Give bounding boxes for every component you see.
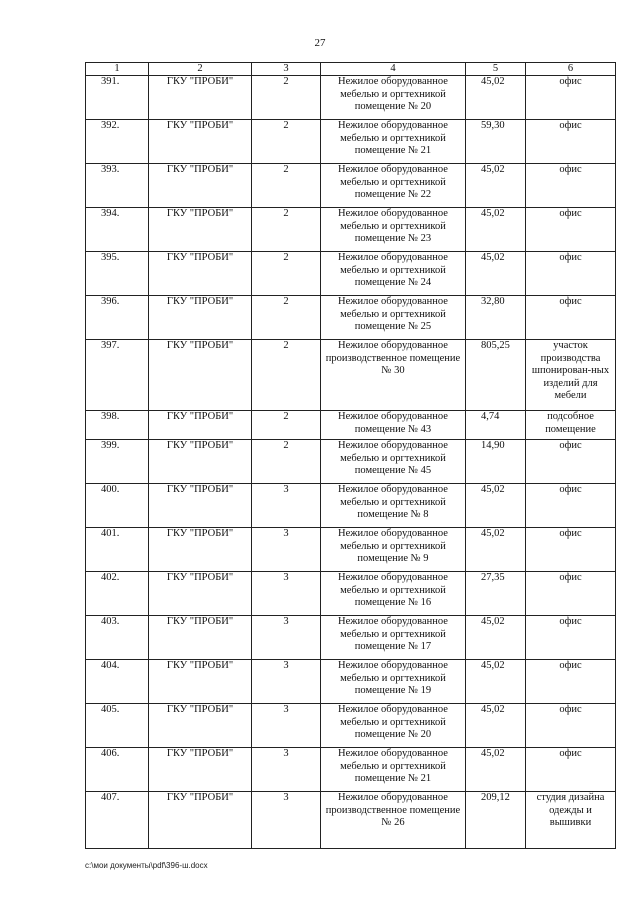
cell-premises-description: Нежилое оборудованное мебелью и оргтехникой помещение № 16 xyxy=(321,572,466,616)
cell-area: 45,02 xyxy=(466,208,526,252)
table-row xyxy=(86,440,616,484)
cell-floor: 3 xyxy=(252,792,321,849)
cell-premises-description: Нежилое оборудованное мебелью и оргтехникой помещение № 22 xyxy=(321,164,466,208)
cell-floor: 2 xyxy=(252,440,321,484)
cell-organization: ГКУ "ПРОБИ" xyxy=(149,164,252,208)
cell-organization: ГКУ "ПРОБИ" xyxy=(149,704,252,748)
cell-organization: ГКУ "ПРОБИ" xyxy=(149,411,252,440)
table-row xyxy=(86,572,616,616)
cell-floor: 2 xyxy=(252,164,321,208)
cell-area: 32,80 xyxy=(466,296,526,340)
table-row xyxy=(86,792,616,849)
table-row xyxy=(86,704,616,748)
cell-row-number: 406. xyxy=(86,748,149,792)
table-row xyxy=(86,76,616,120)
cell-usage: офис xyxy=(526,616,616,660)
table-row xyxy=(86,528,616,572)
cell-row-number: 404. xyxy=(86,660,149,704)
cell-floor: 3 xyxy=(252,572,321,616)
cell-floor: 3 xyxy=(252,704,321,748)
cell-organization: ГКУ "ПРОБИ" xyxy=(149,120,252,164)
cell-usage: студия дизайна одежды и вышивки xyxy=(526,792,616,849)
cell-floor: 2 xyxy=(252,340,321,411)
cell-usage: офис xyxy=(526,572,616,616)
cell-floor: 2 xyxy=(252,120,321,164)
cell-floor: 2 xyxy=(252,76,321,120)
cell-usage: офис xyxy=(526,120,616,164)
cell-usage: офис xyxy=(526,528,616,572)
cell-row-number: 405. xyxy=(86,704,149,748)
cell-organization: ГКУ "ПРОБИ" xyxy=(149,572,252,616)
cell-row-number: 403. xyxy=(86,616,149,660)
cell-premises-description: Нежилое оборудованное мебелью и оргтехникой помещение № 9 xyxy=(321,528,466,572)
cell-usage: участок производства шпонирован-ных изделий для мебели xyxy=(526,340,616,411)
cell-usage: офис xyxy=(526,704,616,748)
cell-area: 45,02 xyxy=(466,748,526,792)
cell-floor: 3 xyxy=(252,660,321,704)
cell-organization: ГКУ "ПРОБИ" xyxy=(149,252,252,296)
cell-floor: 3 xyxy=(252,748,321,792)
cell-organization: ГКУ "ПРОБИ" xyxy=(149,340,252,411)
cell-premises-description: Нежилое оборудованное мебелью и оргтехникой помещение № 8 xyxy=(321,484,466,528)
cell-organization: ГКУ "ПРОБИ" xyxy=(149,76,252,120)
table-row xyxy=(86,208,616,252)
cell-usage: офис xyxy=(526,252,616,296)
cell-row-number: 396. xyxy=(86,296,149,340)
table-row xyxy=(86,296,616,340)
cell-usage: офис xyxy=(526,76,616,120)
cell-floor: 3 xyxy=(252,616,321,660)
table-row xyxy=(86,120,616,164)
cell-premises-description: Нежилое оборудованное мебелью и оргтехникой помещение № 21 xyxy=(321,120,466,164)
cell-usage: офис xyxy=(526,296,616,340)
cell-premises-description: Нежилое оборудованное производственное помещение № 26 xyxy=(321,792,466,849)
cell-organization: ГКУ "ПРОБИ" xyxy=(149,484,252,528)
cell-premises-description: Нежилое оборудованное мебелью и оргтехникой помещение № 45 xyxy=(321,440,466,484)
cell-premises-description: Нежилое оборудованное мебелью и оргтехникой помещение № 20 xyxy=(321,76,466,120)
cell-organization: ГКУ "ПРОБИ" xyxy=(149,748,252,792)
cell-usage: офис xyxy=(526,484,616,528)
cell-organization: ГКУ "ПРОБИ" xyxy=(149,528,252,572)
cell-premises-description: Нежилое оборудованное мебелью и оргтехникой помещение № 21 xyxy=(321,748,466,792)
cell-usage: офис xyxy=(526,660,616,704)
table-row xyxy=(86,164,616,208)
cell-usage: офис xyxy=(526,748,616,792)
cell-area: 45,02 xyxy=(466,164,526,208)
cell-organization: ГКУ "ПРОБИ" xyxy=(149,792,252,849)
cell-row-number: 398. xyxy=(86,411,149,440)
column-header: 5 xyxy=(466,63,526,76)
cell-floor: 2 xyxy=(252,296,321,340)
cell-floor: 2 xyxy=(252,252,321,296)
table-row xyxy=(86,660,616,704)
cell-usage: офис xyxy=(526,208,616,252)
table-header-row xyxy=(86,63,616,76)
cell-area: 45,02 xyxy=(466,252,526,296)
cell-organization: ГКУ "ПРОБИ" xyxy=(149,660,252,704)
cell-row-number: 397. xyxy=(86,340,149,411)
cell-area: 45,02 xyxy=(466,76,526,120)
cell-premises-description: Нежилое оборудованное производственное помещение № 30 xyxy=(321,340,466,411)
cell-usage: офис xyxy=(526,164,616,208)
cell-premises-description: Нежилое оборудованное помещение № 43 xyxy=(321,411,466,440)
cell-premises-description: Нежилое оборудованное мебелью и оргтехникой помещение № 20 xyxy=(321,704,466,748)
table-row xyxy=(86,616,616,660)
column-header: 2 xyxy=(149,63,252,76)
cell-premises-description: Нежилое оборудованное мебелью и оргтехникой помещение № 24 xyxy=(321,252,466,296)
cell-area: 209,12 xyxy=(466,792,526,849)
cell-area: 45,02 xyxy=(466,484,526,528)
table-row xyxy=(86,748,616,792)
cell-floor: 2 xyxy=(252,208,321,252)
cell-area: 45,02 xyxy=(466,660,526,704)
cell-premises-description: Нежилое оборудованное мебелью и оргтехникой помещение № 19 xyxy=(321,660,466,704)
cell-organization: ГКУ "ПРОБИ" xyxy=(149,296,252,340)
table-row xyxy=(86,252,616,296)
table-row xyxy=(86,411,616,440)
cell-organization: ГКУ "ПРОБИ" xyxy=(149,440,252,484)
cell-row-number: 401. xyxy=(86,528,149,572)
column-header: 4 xyxy=(321,63,466,76)
property-table xyxy=(85,62,616,849)
cell-row-number: 407. xyxy=(86,792,149,849)
cell-area: 805,25 xyxy=(466,340,526,411)
cell-row-number: 392. xyxy=(86,120,149,164)
cell-organization: ГКУ "ПРОБИ" xyxy=(149,616,252,660)
cell-area: 45,02 xyxy=(466,528,526,572)
cell-organization: ГКУ "ПРОБИ" xyxy=(149,208,252,252)
column-header: 1 xyxy=(86,63,149,76)
cell-row-number: 393. xyxy=(86,164,149,208)
cell-area: 14,90 xyxy=(466,440,526,484)
cell-row-number: 400. xyxy=(86,484,149,528)
cell-floor: 3 xyxy=(252,484,321,528)
cell-floor: 3 xyxy=(252,528,321,572)
column-header: 6 xyxy=(526,63,616,76)
cell-premises-description: Нежилое оборудованное мебелью и оргтехникой помещение № 25 xyxy=(321,296,466,340)
cell-area: 4,74 xyxy=(466,411,526,440)
footer-file-path: c:\мои документы\pdf\396-ш.docx xyxy=(85,861,208,870)
table-row xyxy=(86,340,616,411)
page-number: 27 xyxy=(314,37,326,49)
cell-usage: подсобное помещение xyxy=(526,411,616,440)
cell-floor: 2 xyxy=(252,411,321,440)
cell-row-number: 402. xyxy=(86,572,149,616)
cell-area: 45,02 xyxy=(466,704,526,748)
cell-row-number: 399. xyxy=(86,440,149,484)
cell-premises-description: Нежилое оборудованное мебелью и оргтехникой помещение № 23 xyxy=(321,208,466,252)
cell-row-number: 395. xyxy=(86,252,149,296)
cell-usage: офис xyxy=(526,440,616,484)
cell-area: 59,30 xyxy=(466,120,526,164)
cell-row-number: 391. xyxy=(86,76,149,120)
cell-premises-description: Нежилое оборудованное мебелью и оргтехникой помещение № 17 xyxy=(321,616,466,660)
cell-area: 27,35 xyxy=(466,572,526,616)
cell-area: 45,02 xyxy=(466,616,526,660)
cell-row-number: 394. xyxy=(86,208,149,252)
table-row xyxy=(86,484,616,528)
column-header: 3 xyxy=(252,63,321,76)
